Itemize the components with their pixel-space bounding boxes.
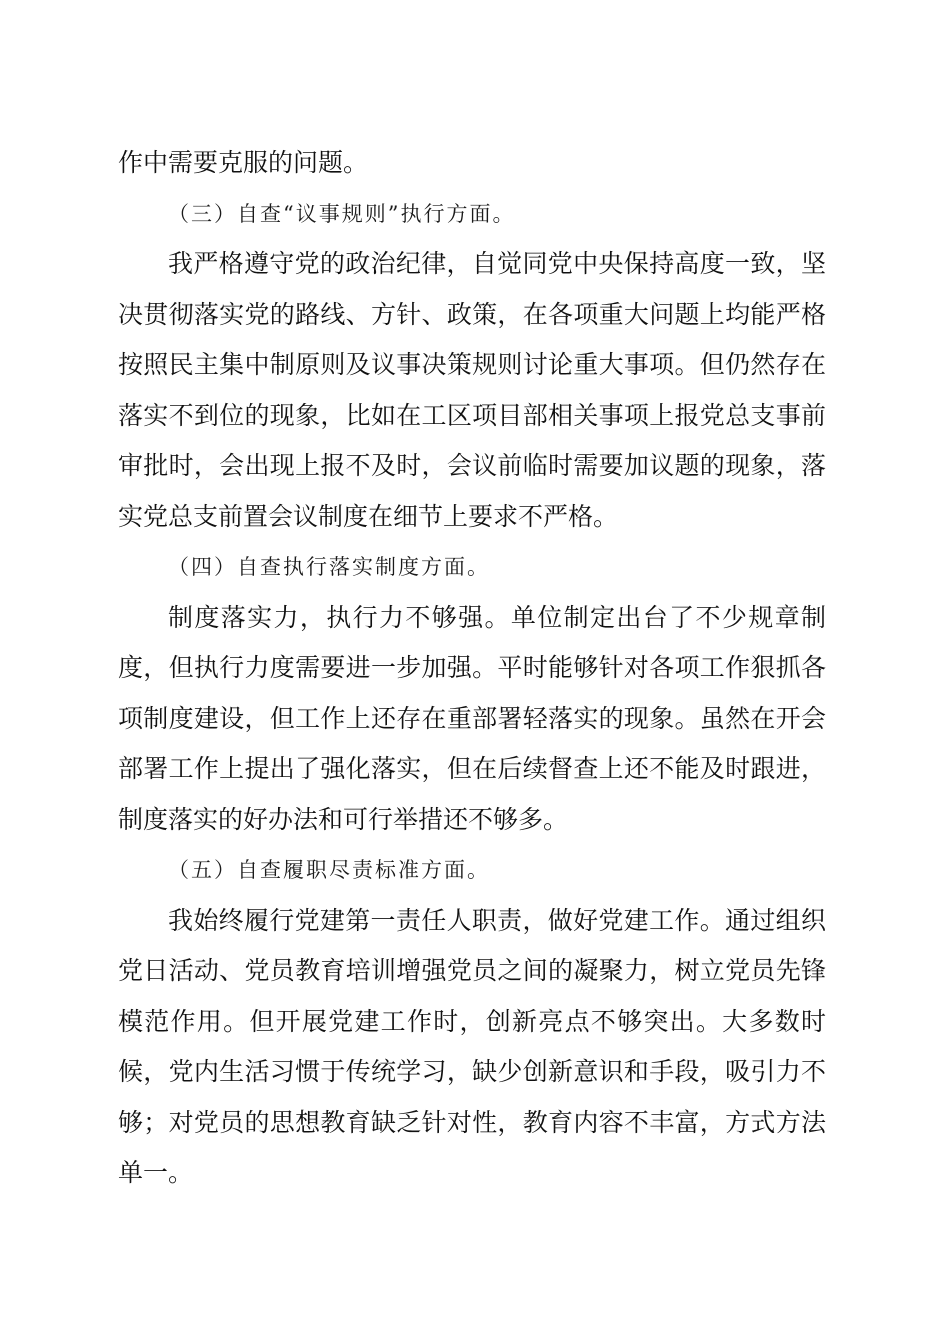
paragraph-rules-execution: 我严格遵守党的政治纪律，自觉同党中央保持高度一致，坚决贯彻落实党的路线、方针、政策，在各项重大问题上均能严格按照民主集中制原则及议事决策规则讨论重大事项。但仍然存在落实不到位的现象，比如在工区项目部相关事项上报党总支事前审批时，会出现上报不及时，会议前临时需要加议题的现象，落实党总支前置会议制度在细节上要求不严格。 xyxy=(118,249,826,531)
section-heading-4: （四）自查执行落实制度方面。 xyxy=(168,555,490,579)
paragraph-continuation: 作中需要克服的问题。 xyxy=(118,148,369,177)
paragraph-system-implementation: 制度落实力，执行力不够强。单位制定出台了不少规章制度，但执行力度需要进一步加强。平时能够针对各项工作狠抓各项制度建设，但工作上还存在重部署轻落实的现象。虽然在开会部署工作上提出了强化落实，但在后续督查上还不能及时跟进，制度落实的好办法和可行举措还不够多。 xyxy=(118,602,826,834)
paragraph-duty-performance: 我始终履行党建第一责任人职责，做好党建工作。通过组织党日活动、党员教育培训增强党员之间的凝聚力，树立党员先锋模范作用。但开展党建工作时，创新亮点不够突出。大多数时候，党内生活习惯于传统学习，缺少创新意识和手段，吸引力不够；对党员的思想教育缺乏针对性，教育内容不丰富，方式方法单一。 xyxy=(118,905,826,1187)
section-heading-3: （三）自查“议事规则”执行方面。 xyxy=(168,201,516,226)
document-body xyxy=(118,138,826,1199)
section-heading-5: （五）自查履职尽责标准方面。 xyxy=(168,858,490,882)
